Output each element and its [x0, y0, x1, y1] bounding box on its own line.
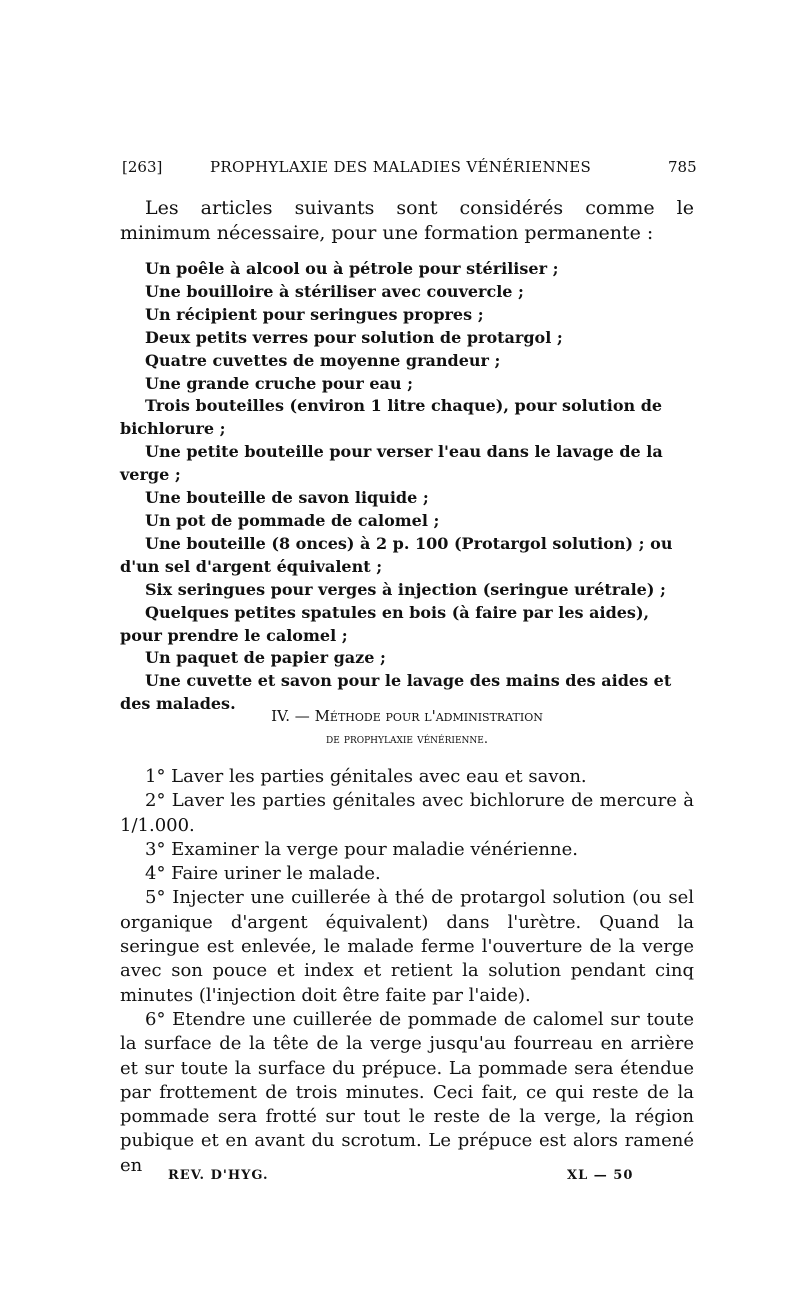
procedure-step: 2° Laver les parties génitales avec bichlorure de mercure à 1/1.000. — [120, 790, 694, 836]
list-item: Trois bouteilles (environ 1 litre chaque), pour solution de bichlorure ; — [120, 396, 663, 439]
intro-paragraph: Les articles suivants sont considérés comme le minimum nécessaire, pour une formation permanente : — [120, 197, 694, 244]
procedure-step: 3° Examiner la verge pour maladie vénérienne. — [145, 838, 578, 860]
list-item: Un pot de pommade de calomel ; — [145, 510, 440, 530]
procedure-step: 6° Etendre une cuillerée de pommade de calomel sur toute la surface de la tête de la verge jusqu'au fourreau en arrière et sur toute la surface du prépuce. La pommade sera étendue par frottement de trois minutes. Ceci fait, ce qui reste de la pommade sera frotté sur tout le reste de la verge, la région pubique et en avant du scrotum. Le prépuce est alors ramené en — [120, 1008, 694, 1176]
list-item: Un paquet de papier gaze ; — [145, 648, 386, 668]
list-item: Une bouilloire à stériliser avec couvercle ; — [145, 281, 524, 301]
section-heading — [120, 704, 694, 728]
running-title: PROPHYLAXIE DES MALADIES VÉNÉRIENNES — [210, 158, 592, 176]
equipment-list — [120, 258, 694, 716]
section-title-line2: de prophylaxie vénérienne. — [326, 732, 488, 747]
journal-signature: REV. D'HYG. — [168, 1168, 269, 1183]
list-item: Un poêle à alcool ou à pétrole pour stériliser ; — [145, 259, 559, 278]
procedure-step: 1° Laver les parties génitales avec eau et savon. — [145, 766, 587, 787]
list-item: Une cuvette et savon pour le lavage des mains des aides et des malades. — [120, 671, 672, 714]
list-item: Un récipient pour seringues propres ; — [145, 304, 484, 324]
procedure-step: 4° Faire uriner le malade. — [145, 863, 381, 885]
list-item: Une petite bouteille pour verser l'eau dans le lavage de la verge ; — [120, 442, 663, 485]
page-number: 785 — [668, 158, 697, 176]
page-reference: [263] — [122, 158, 163, 176]
list-item: Une grande cruche pour eau ; — [145, 373, 413, 393]
list-item: Deux petits verres pour solution de protargol ; — [145, 327, 563, 347]
section-number: IV. — — [271, 707, 310, 725]
list-item: Quatre cuvettes de moyenne grandeur ; — [145, 350, 501, 370]
list-item: Six seringues pour verges à injection (seringue urétrale) ; — [145, 579, 666, 599]
list-item: Une bouteille de savon liquide ; — [145, 488, 429, 508]
list-item: Une bouteille (8 onces) à 2 p. 100 (Protargol solution) ; ou d'un sel d'argent équivalent ; — [120, 533, 673, 576]
section-title-line1: Méthode pour l'administration — [314, 707, 543, 725]
procedure-steps — [120, 765, 694, 1178]
list-item: Quelques petites spatules en bois (à faire par les aides), pour prendre le calomel ; — [120, 602, 650, 645]
procedure-step: 5° Injecter une cuillerée à thé de protargol solution (ou sel organique d'argent équivalent) dans l'urètre. Quand la seringue est enlevée, le malade ferme l'ouverture de la verge avec son pouce et index et retient la solution pendant cinq minutes (l'injection doit être faite par l'aide). — [120, 887, 694, 1006]
volume-signature: XL — 50 — [567, 1168, 634, 1183]
